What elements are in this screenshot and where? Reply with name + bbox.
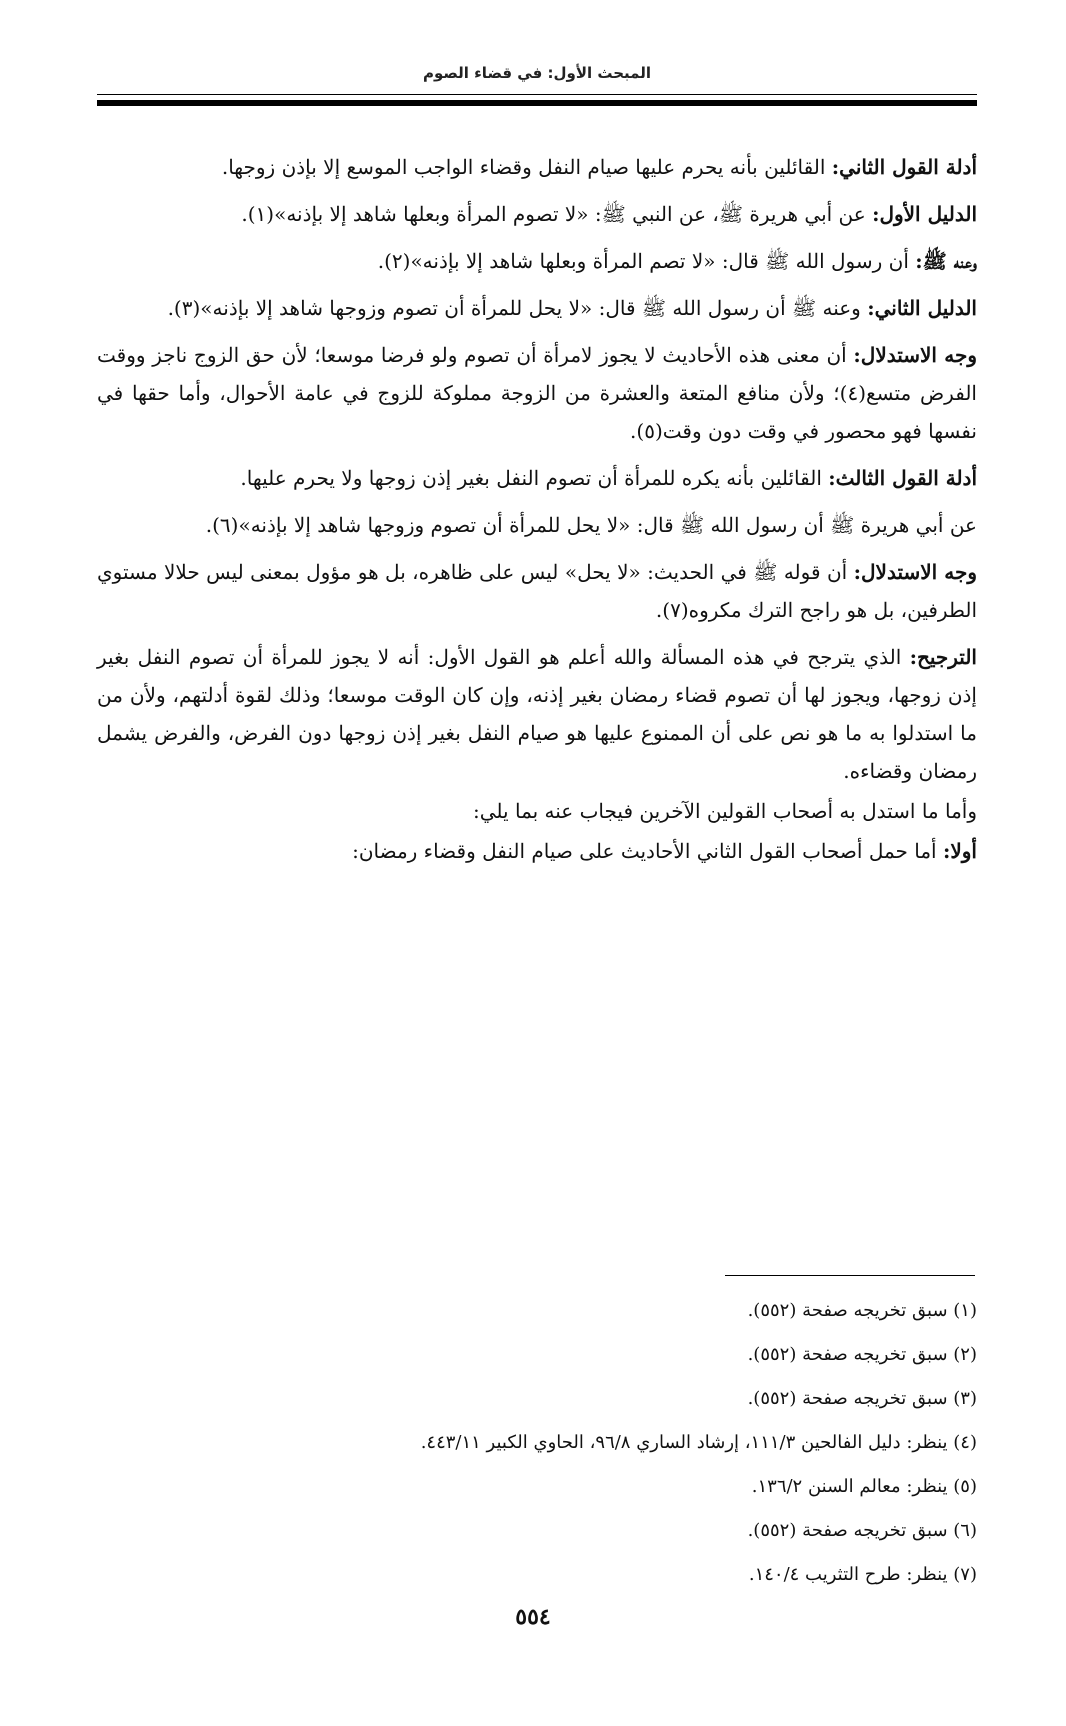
- paragraph-label: وجه الاستدلال:: [853, 343, 978, 367]
- paragraph-text: وأما ما استدل به أصحاب القولين الآخرين فيجاب عنه بما يلي:: [473, 799, 977, 823]
- paragraph-label: الترجيح:: [909, 645, 977, 669]
- paragraph-label: أدلة القول الثاني:: [831, 155, 977, 179]
- paragraph-label: أدلة القول الثالث:: [828, 466, 977, 490]
- paragraph: [97, 148, 977, 186]
- paragraph-text: أن رسول الله ﷺ قال: «لا تصم المرأة وبعلها شاهد إلا بإذنه»(٢).: [377, 249, 916, 273]
- paragraph-text: وعنه ﷺ أن رسول الله ﷺ قال: «لا يحل للمرأة أن تصوم وزوجها شاهد إلا بإذنه»(٣).: [167, 296, 868, 320]
- paragraph: [97, 459, 977, 497]
- paragraph-text: القائلين بأنه يحرم عليها صيام النفل وقضاء الواجب الموسع إلا بإذن زوجها.: [221, 155, 832, 179]
- header-rule-thin: [97, 94, 977, 95]
- paragraph: [97, 832, 977, 870]
- paragraph-label: الدليل الثاني:: [867, 296, 977, 320]
- paragraph: [97, 195, 977, 233]
- paragraph: [97, 242, 977, 280]
- paragraph-label: وعنه ﷺ:: [915, 249, 977, 273]
- paragraph-text: عن أبي هريرة ﷺ، عن النبي ﷺ: «لا تصوم المرأة وبعلها شاهد إلا بإذنه»(١).: [241, 202, 873, 226]
- paragraph: [97, 506, 977, 544]
- footnote: (٧) ينظر: طرح التثريب ١٤٠/٤.: [748, 1564, 977, 1585]
- footnote: (٢) سبق تخريجه صفحة (٥٥٢).: [747, 1344, 977, 1365]
- paragraph: [97, 289, 977, 327]
- paragraph: [97, 553, 977, 629]
- footnotes: [97, 1289, 977, 1597]
- main-body: [97, 148, 977, 879]
- footnote: (٤) ينظر: دليل الفالحين ١١١/٣، إرشاد الساري ٩٦/٨، الحاوي الكبير ٤٤٣/١١.: [420, 1432, 977, 1453]
- paragraph-text: أما حمل أصحاب القول الثاني الأحاديث على صيام النفل وقضاء رمضان:: [352, 839, 943, 863]
- paragraph: [97, 638, 977, 790]
- footnote: (٣) سبق تخريجه صفحة (٥٥٢).: [747, 1388, 977, 1409]
- paragraph-text: القائلين بأنه يكره للمرأة أن تصوم النفل بغير إذن زوجها ولا يحرم عليها.: [240, 466, 829, 490]
- footnote-separator: [725, 1275, 975, 1276]
- footnote: (٦) سبق تخريجه صفحة (٥٥٢).: [747, 1520, 977, 1541]
- paragraph-text: أن معنى هذه الأحاديث لا يجوز لامرأة أن تصوم ولو فرضا موسعا؛ لأن حق الزوج ناجز ووقت الفرض متسع(٤)؛ ولأن منافع المتعة والعشرة من الزوجة مملوكة للزوج في عامة الأحوال، وأما حقها في نفسها فهو محصور في وقت دون وقت(٥).: [97, 343, 977, 443]
- paragraph: [97, 336, 977, 450]
- running-header: المبحث الأول: في قضاء الصوم: [422, 64, 652, 82]
- header-rule-thick: [97, 100, 977, 106]
- footnote: (٥) ينظر: معالم السنن ١٣٦/٢.: [751, 1476, 977, 1497]
- footnote: (١) سبق تخريجه صفحة (٥٥٢).: [747, 1300, 977, 1321]
- paragraph-text: عن أبي هريرة ﷺ أن رسول الله ﷺ قال: «لا يحل للمرأة أن تصوم وزوجها شاهد إلا بإذنه»(٦).: [205, 513, 977, 537]
- paragraph: [97, 792, 977, 830]
- paragraph-label: أولا:: [942, 839, 977, 863]
- paragraph-label: وجه الاستدلال:: [853, 560, 977, 584]
- paragraph-text: أن قوله ﷺ في الحديث: «لا يحل» ليس على ظاهره، بل هو مؤول بمعنى ليس حلالا مستوي الطرفين، بل هو راجح الترك مكروه(٧).: [97, 560, 977, 622]
- page-number: ٥٥٤: [515, 1604, 551, 1630]
- paragraph-text: الذي يترجح في هذه المسألة والله أعلم هو القول الأول: أنه لا يجوز للمرأة أن تصوم النفل بغير إذن زوجها، ويجوز لها أن تصوم قضاء رمضان بغير إذنه، وإن كان الوقت موسعا؛ وذلك لقوة أدلتهم، ولأن من ما استدلوا به ما هو نص على أن الممنوع عليها هو صيام النفل بغير إذن زوجها دون الفرض، والفرض يشمل رمضان وقضاءه.: [97, 645, 977, 783]
- paragraph-label: الدليل الأول:: [872, 202, 977, 226]
